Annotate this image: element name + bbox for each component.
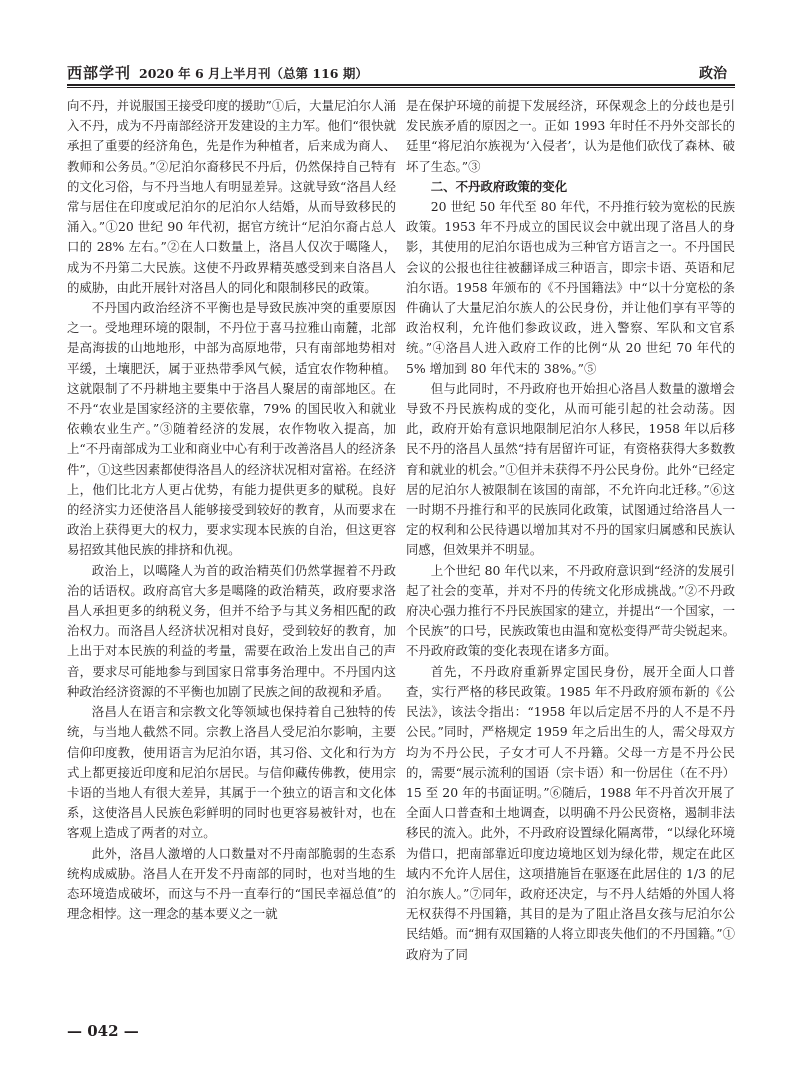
paragraph: 上个世纪 80 年代以来，不丹政府意识到“经济的发展引起了社会的变革，并对不丹的传统文化形成挑战。”②不丹政府决心强力推行不丹民族国家的建立，并提出“一个国家，一个民族”的口号，民族政策也由温和宽松变得严苛尖锐起来。不丹政府政策的变化表现在诸多方面。 xyxy=(406,562,735,659)
paragraph: 是在保护环境的前提下发展经济，环保观念上的分歧也是引发民族矛盾的原因之一。正如 1993 年时任不丹外交部长的廷里“将尼泊尔族视为‘入侵者’，认为是他们砍伐了森林、破坏了生态。”③ xyxy=(406,98,735,174)
paragraph: 不丹国内政治经济不平衡也是导致民族冲突的重要原因之一。受地理环境的限制，不丹位于喜马拉雅山南麓，北部是高海拔的山地地形，中部为高原地带，只有南部地势相对平缓，土壤肥沃，属于亚热带季风气候，适宜农作物种植。这就限制了不丹耕地主要集中于洛昌人聚居的南部地区。在不丹“农业是国家经济的主要依靠，79% 的国民收入和就业依赖农业生产。”③随着经济的发展，农作物收入提高，加上“不丹南部成为工业和商业中心有利于改善洛昌人的经济条件”，①这些因素都使得洛昌人的经济状况相对富裕。在经济上，他们比北方人更占优势，有能力提供更多的赋税。良好的经济实力还使洛昌人能够接受到较好的教育，从而要求在政治上获得更大的权力，要求实现本民族的自治，但这更容易招致其他民族的排挤和仇视。 xyxy=(67,300,396,558)
paragraph: 此外，洛昌人激增的人口数量对不丹南部脆弱的生态系统构成威胁。洛昌人在开发不丹南部的同时，也对当地的生态环境造成破坏，而这与不丹一直奉行的“国民幸福总值”的理念相悖。这一理念的基本要义之一就 xyxy=(67,845,396,922)
paragraph: 首先，不丹政府重新界定国民身份，展开全面人口普查，实行严格的移民政策。1985 年不丹政府颁布新的《公民法》，该法令指出：“1958 年以后定居不丹的人不是不丹公民。”同时，严格规定 1959 年之后出生的人，需父母双方均为不丹公民，子女才可人不丹籍。父母一方是不丹公民的，需要“展示流利的国语（宗卡语）和一份居住（在不丹）15 至 20 年的书面证明。”⑥随后，1988 年不丹首次开展了全面人口普查和土地调查，以明确不丹公民资格，遏制非法移民的流入。此外，不丹政府设置绿化隔离带，“以绿化环境为借口，把南部靠近印度边境地区划为绿化带，规定在此区域内不允许人居住，这项措施旨在驱逐在此居住的 1/3 的尼泊尔族人。”⑦同年，政府还决定，与不丹人结婚的外国人将无权获得不丹国籍，其目的是为了阻止洛昌女孩与尼泊尔公民结婚。而“拥有双国籍的人将立即丧失他们的不丹国籍。”①政府为了同 xyxy=(406,663,735,962)
paragraph: 向不丹，并说服国王接受印度的援助”①后，大量尼泊尔人涌入不丹，成为不丹南部经济开发建设的主力军。他们“很快就承担了重要的经济角色，先是作为种植者，后来成为商人、教师和公务员。”②尼泊尔裔移民不丹后，仍然保持自己特有的文化习俗，与不丹当地人有明显差异。这就导致“洛昌人经常与居住在印度或尼泊尔的尼泊尔人结婚，从而导致移民的涌入。”①20 世纪 90 年代初，据官方统计“尼泊尔裔占总人口的 28% 左右。”②在人口数量上，洛昌人仅次于噶隆人，成为不丹第二大民族。这使不丹政界精英感受到来自洛昌人的威胁，由此开展针对洛昌人的同化和限制移民的政策。 xyxy=(67,98,396,295)
header-rule-thick xyxy=(67,84,735,86)
page-number: — 042 — xyxy=(67,1022,139,1040)
header-rule-thin xyxy=(67,87,735,88)
issue-info: 2020 年 6 月上半月刊（总第 116 期） xyxy=(139,66,368,81)
paragraph: 但与此同时，不丹政府也开始担心洛昌人数量的激增会导致不丹民族构成的变化，从而可能引起的社会动荡。因此，政府开始有意识地限制尼泊尔人移民，1958 年以后移民不丹的洛昌人虽然“持有居留许可证，有资格获得大多数教育和就业的机会。”①但并未获得不丹公民身份。此外“已经定居的尼泊尔人被限制在该国的南部，不允许向北迁移。”⑥这一时期不丹推行和平的民族同化政策，试图通过给洛昌人一定的权利和公民待遇以增加其对不丹的国家归属感和民族认同感，但效果并不明显。 xyxy=(406,380,735,558)
paragraph: 洛昌人在语言和宗教文化等领域也保持着自己独特的传统，与当地人截然不同。宗教上洛昌人受尼泊尔影响，主要信仰印度教，使用语言为尼泊尔语，其习俗、文化和行为方式上都更接近印度和尼泊尔居民。与信仰藏传佛教，使用宗卡语的当地人有很大差异，其属于一个独立的语言和文化体系，这使洛昌人民族色彩鲜明的同时也更容易被针对，也在客观上造成了两者的对立。 xyxy=(67,704,396,841)
paragraph: 政治上，以噶隆人为首的政治精英们仍然掌握着不丹政治的话语权。政府高官大多是噶隆的政治精英，政府要求洛昌人承担更多的纳税义务，但并不给予与其义务相匹配的政治权力。而洛昌人经济状况相对良好，受到较好的教育，加上出于对本民族的利益的考量，需要在政治上发出自己的声音，要求尽可能地参与到国家日常事务治理中。不丹国内这种政治经济资源的不平衡也加剧了民族之间的敌视和矛盾。 xyxy=(67,562,396,699)
left-column xyxy=(67,96,396,924)
section-heading: 二、不丹政府政策的变化 xyxy=(430,178,568,194)
page-header xyxy=(67,62,735,82)
right-column xyxy=(406,96,735,965)
section-label: 政治 xyxy=(699,66,727,82)
paragraph: 20 世纪 50 年代至 80 年代，不丹推行较为宽松的民族政策。1953 年不丹成立的国民议会中就出现了洛昌人的身影，其使用的尼泊尔语也成为三种官方语言之一。不丹国民会议的公报也往往被翻译成三种语言，即宗卡语、英语和尼泊尔语。1958 年颁布的《不丹国籍法》中“以十分宽松的条件确认了大量尼泊尔族人的公民身份，并让他们享有平等的政治权利，允许他们参政议政，进入警察、军队和文官系统。”④洛昌人进入政府工作的比例“从 20 世纪 70 年代的 5% 增加到 80 年代末的 38%。”⑤ xyxy=(406,199,735,376)
journal-logo: 西部学刊 xyxy=(67,64,132,82)
